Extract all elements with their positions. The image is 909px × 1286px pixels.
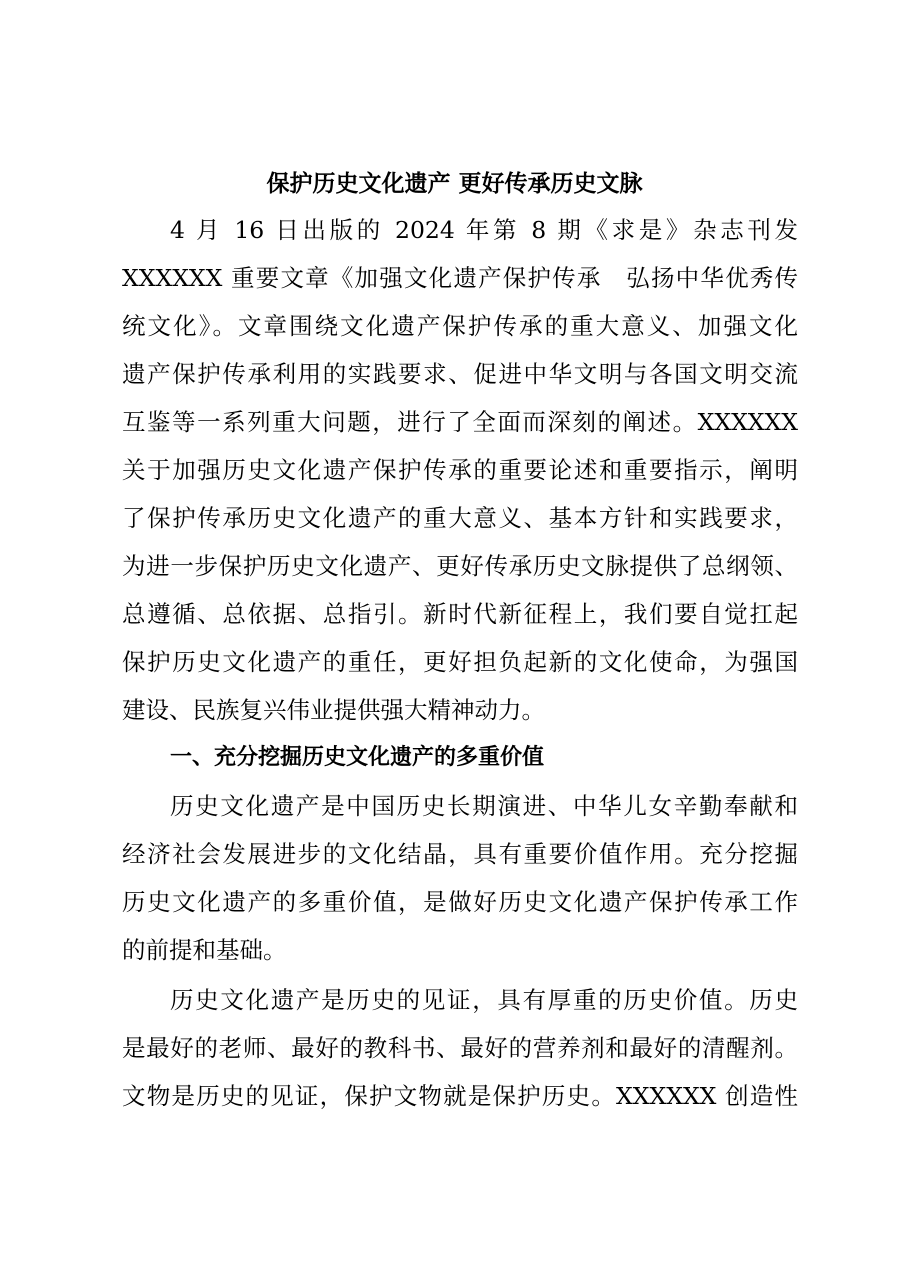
paragraph-1-line: 4 月 16 日出版的 2024 年第 8 期《求是》杂志刊发: [170, 216, 798, 244]
paragraph-3-line: 文物是历史的见证，保护文物就是保护历史。XXXXXX 创造性: [122, 1082, 798, 1110]
paragraph-1-line: 建设、民族复兴伟业提供强大精神动力。: [122, 696, 545, 724]
paragraph-3-line: 历史文化遗产是历史的见证，具有厚重的历史价值。历史: [170, 986, 798, 1014]
paragraph-3-line: 是最好的老师、最好的教科书、最好的营养剂和最好的清醒剂。: [122, 1034, 798, 1062]
paragraph-2-line: 的前提和基础。: [122, 936, 287, 964]
paragraph-1-line: 遗产保护传承利用的实践要求、促进中华文明与各国文明交流: [122, 360, 798, 388]
section-heading: 一、充分挖掘历史文化遗产的多重价值: [170, 745, 545, 770]
paragraph-1-line: 关于加强历史文化遗产保护传承的重要论述和重要指示，阐明: [122, 456, 798, 484]
paragraph-1-line: 统文化》。文章围绕文化遗产保护传承的重大意义、加强文化: [122, 312, 798, 340]
paragraph-1-line: 了保护传承历史文化遗产的重大意义、基本方针和实践要求，: [122, 504, 798, 532]
paragraph-1-line: 保护历史文化遗产的重任，更好担负起新的文化使命，为强国: [122, 648, 798, 676]
paragraph-1-line: 总遵循、总依据、总指引。新时代新征程上，我们要自觉扛起: [122, 600, 798, 628]
paragraph-2-line: 历史文化遗产的多重价值，是做好历史文化遗产保护传承工作: [122, 888, 798, 916]
paragraph-1-line: 互鉴等一系列重大问题，进行了全面而深刻的阐述。XXXXXX: [122, 408, 798, 436]
paragraph-1-line: 为进一步保护历史文化遗产、更好传承历史文脉提供了总纲领、: [122, 552, 798, 580]
paragraph-2-line: 历史文化遗产是中国历史长期演进、中华儿女辛勤奉献和: [170, 792, 798, 820]
paragraph-1-line: XXXXXX 重要文章《加强文化遗产保护传承 弘扬中华优秀传: [122, 264, 798, 292]
document-title: 保护历史文化遗产 更好传承历史文脉: [266, 170, 643, 197]
paragraph-2-line: 经济社会发展进步的文化结晶，具有重要价值作用。充分挖掘: [122, 840, 798, 868]
